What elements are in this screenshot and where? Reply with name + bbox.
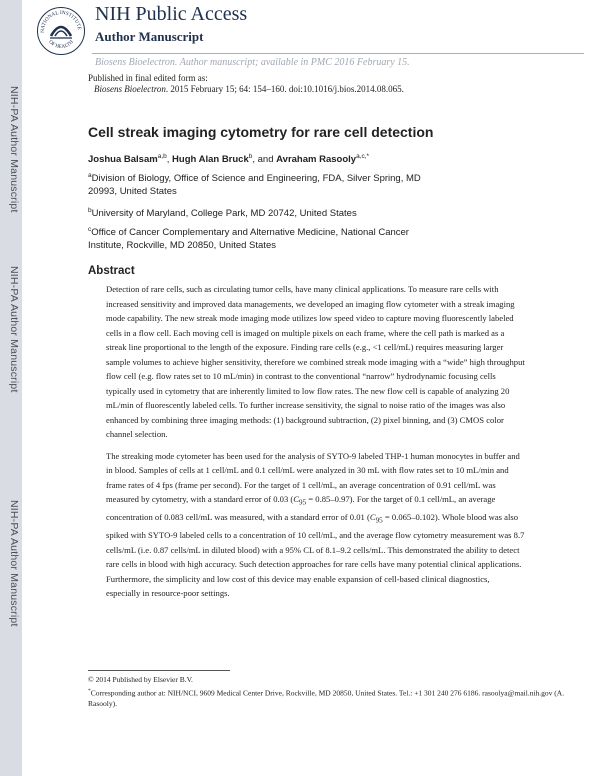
author-affiliation-mark: a,c,* [356, 153, 370, 160]
author-affiliation-mark: b [248, 153, 253, 160]
affiliation [88, 205, 438, 221]
citation-details: . 2015 February 15; 64: 154–160. doi:10.1016/j.bios.2014.08.065. [165, 84, 404, 94]
header-citation: Biosens Bioelectron. Author manuscript; available in PMC 2016 February 15. [95, 57, 410, 68]
seal-ring-text-top: NATIONAL INSTITUTE [39, 9, 83, 33]
copyright-notice: © 2014 Published by Elsevier B.V. [88, 675, 193, 684]
ci-symbol: C [293, 494, 299, 504]
abstract-heading: Abstract [88, 265, 135, 277]
sidebar [0, 0, 22, 776]
publication-note [88, 73, 588, 95]
header-subtitle: Author Manuscript [95, 29, 204, 44]
corresponding-author-note: *Corresponding author at: NIH/NCI, 9609 Medical Center Drive, Rockville, MD 20850, United States. Tel.: +1 301 240 276 6186. rasoolya@mail.nih.gov (A. Rasooly). [88, 687, 565, 708]
published-in-label: Published in final edited form as: [88, 73, 208, 83]
abstract-paragraph: Detection of rare cells, such as circulating tumor cells, have many clinical applications. To measure rare cells with increased sensitivity and improved data managements, we developed an imaging flow cytometer with a streak imaging mode capability. The new streak mode imaging mode utilizes low speed video to capture moving fluorescently labeled cells in a flow cell. Each moving cell is imaged on multiple pixels on each frame, where the cell path is marked as a streak line proportional to the length of the exposure. Finding rare cells (e.g., <1 cell/mL) requires measuring larger sample volumes to achieve higher sensitivity, therefore we combined streak mode imaging with a “wide” high throughput flow cell (e.g. flow rates set to 10 mL/min) in contrast to the conventional “narrow” hydrodynamic focusing cells typically used in cytometry that are inherently limited to low flow rates. The new flow cell is capable of analyzing 20 mL/min of fluorescently labeled cells. To further increase sensitivity, the signal to noise ratio of the images was also enhanced by combining three imaging methods: (1) background subtraction, (2) pixel binning, and (3) CMOS color channel selection. [106, 284, 525, 439]
seal-ring-text-bottom: OF HEALTH [47, 39, 75, 51]
abstract-paragraph: The streaking mode cytometer has been used for the analysis of SYTO-9 labeled THP-1 human monocytes in buffer and in blood. Samples of cells at 1 cell/mL and 0.1 cell/mL were analyzed in 30 mL with flow rates set to 10 mL/min and frame rates of 4 fps (frame per second). For the target of 1 cell/mL, an average concentration of 0.91 cell/mL was measured by cytometry, with a standard error of 0.03 $(C_{95} = 0.85-0.97)$. For the target of 0.1 cell/mL, an average concentration of 0.083 cell/mL was measured, with a standard error of 0.01 $(C_{95} = 0.065-0.102)$. Whole blood was also spiked with SYTO-9 labeled cells to a concentration of 10 cell/mL, and the average flow cytometry measurement was 8.7 cells/mL (i.e. 0.87 cells/mL in diluted blood) with a 95% CL of 8.1–9.2 cells/mL. This demonstrated the ability to detect rare cells in blood with high accuracy. Such detection approaches for rare cells have many potential clinical applications. Furthermore, the simplicity and low cost of this device may enable expansion of cell-based clinical diagnostics, especially in resource-poor settings. [106, 450, 525, 599]
affiliation-text: Division of Biology, Office of Science and Engineering, FDA, Silver Spring, MD 20993, United States [88, 173, 421, 197]
affiliation-mark: a [88, 172, 92, 179]
affiliation-mark: c [88, 226, 92, 233]
author-list [88, 153, 588, 165]
affiliation [88, 224, 438, 252]
journal-name: Biosens Bioelectron [94, 84, 166, 94]
affiliation [88, 170, 438, 198]
ci-subscript: 95 [298, 498, 307, 507]
author-separator: , and [252, 154, 277, 166]
header-title: NIH Public Access [95, 3, 248, 25]
author-name: Avraham Rasooly [276, 154, 357, 166]
ci-symbol: C [369, 512, 376, 523]
author-affiliation-mark: a,b [157, 153, 167, 160]
publication-citation [88, 84, 588, 95]
sidebar-label: NIH-PA Author Manuscript [8, 266, 20, 393]
author-name: Joshua Balsam [88, 154, 158, 166]
footnote-mark: * [88, 687, 91, 694]
affiliation-text: Office of Cancer Complementary and Alternative Medicine, National Cancer Institute, Rockville, MD 20850, United States [88, 227, 409, 251]
abstract-body [106, 282, 525, 608]
author-separator: , [166, 154, 173, 166]
header-divider [92, 53, 584, 54]
ci-subscript: 95 [375, 516, 383, 525]
sidebar-label: NIH-PA Author Manuscript [8, 86, 20, 213]
affiliation-mark: b [88, 207, 92, 214]
nih-seal-icon [36, 6, 86, 56]
sidebar-label: NIH-PA Author Manuscript [8, 500, 20, 627]
footnote-divider [88, 670, 230, 671]
footnotes [88, 675, 588, 709]
article-title: Cell streak imaging cytometry for rare cell detection [88, 124, 434, 140]
author-name: Hugh Alan Bruck [172, 154, 249, 166]
affiliation-text: University of Maryland, College Park, MD 20742, United States [91, 208, 357, 220]
